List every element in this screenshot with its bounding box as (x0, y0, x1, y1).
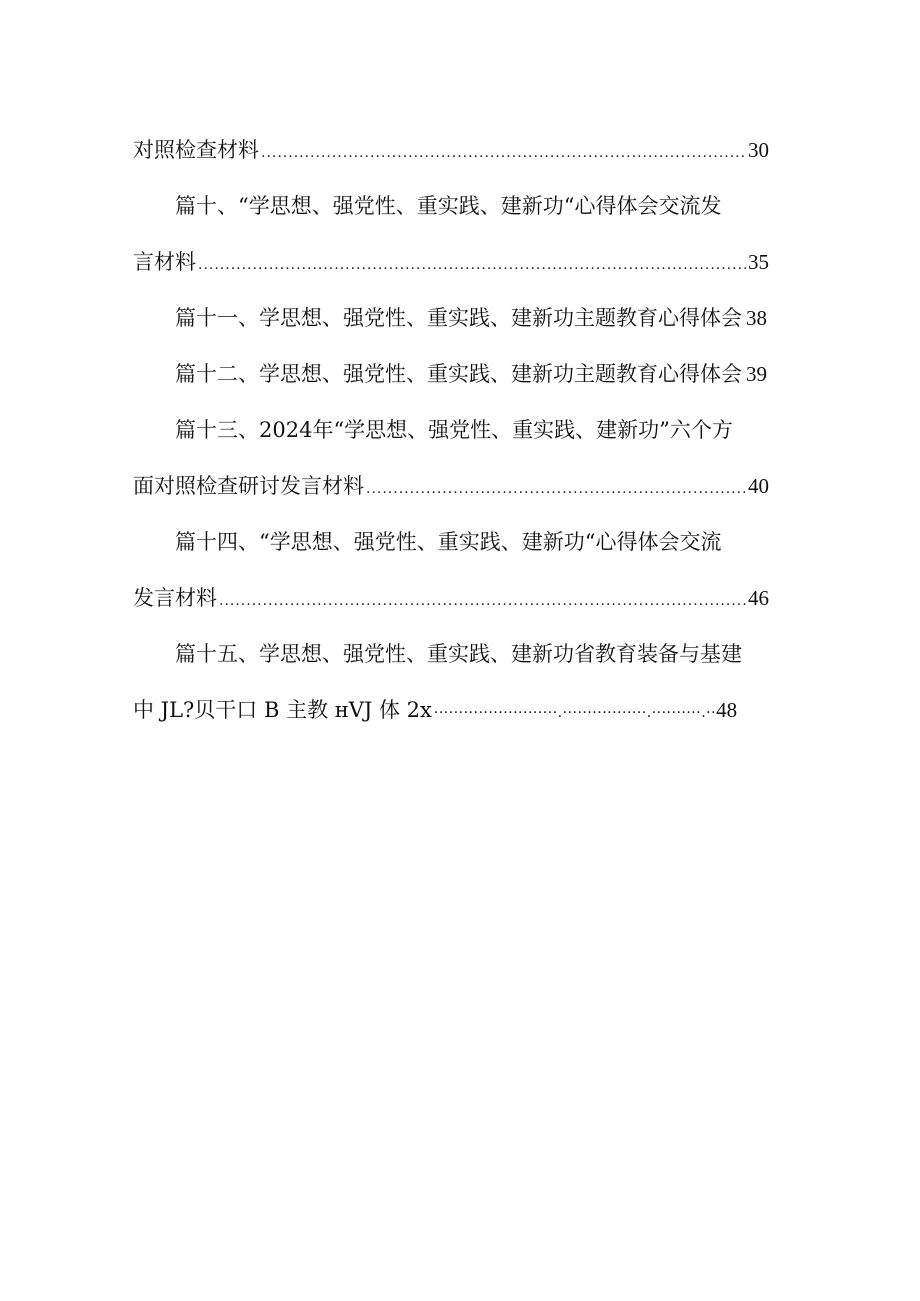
toc-entry-title: 篇十一、学思想、强党性、重实践、建新功主题教育心得体会 (175, 306, 742, 330)
toc-dot-leader (198, 249, 746, 281)
toc-entry-title: 篇十二、学思想、强党性、重实践、建新功主题教育心得体会 (175, 362, 742, 386)
toc-entry-12[interactable] (175, 358, 769, 390)
toc-page-number: 38 (746, 306, 767, 330)
toc-entry-14-line1[interactable] (175, 526, 769, 558)
toc-dot-leader (366, 473, 746, 505)
toc-entry-title: 篇十、“学思想、强党性、重实践、建新功“心得体会交流发 (175, 194, 722, 218)
toc-entry-title: 篇十四、“学思想、强党性、重实践、建新功“心得体会交流 (175, 530, 722, 554)
toc-page-number: 40 (748, 474, 769, 498)
toc-entry-13-line2[interactable] (133, 470, 769, 502)
toc-page-number: 30 (748, 138, 769, 162)
toc-entry-11[interactable] (175, 302, 769, 334)
toc-page-number: 48 (716, 698, 738, 722)
toc-dot-leader (219, 585, 746, 617)
toc-entry-9-continuation[interactable] (133, 134, 769, 166)
toc-entry-title: 面对照检查研讨发言材料 (133, 474, 364, 498)
toc-entry-10-line2[interactable] (133, 246, 769, 278)
toc-dot-leader (261, 137, 746, 169)
toc-entry-14-line2[interactable] (133, 582, 769, 614)
toc-entry-15-line1[interactable] (175, 638, 769, 670)
toc-entry-title: 对照检查材料 (133, 138, 259, 162)
toc-entry-15-line2[interactable] (133, 694, 737, 726)
toc-entry-title: 篇十三、2024年“学思想、强党性、重实践、建新功”六个方 (175, 418, 733, 442)
toc-page-number: 39 (746, 362, 767, 386)
toc-entry-title: 发言材料 (133, 586, 217, 610)
toc-page-number: 46 (748, 586, 769, 610)
toc-entry-13-line1[interactable] (175, 414, 769, 446)
toc-entry-title: 中 JL?贝干口 B 主教 нVJ 体 2x (133, 698, 432, 722)
toc-entry-title: 言材料 (133, 250, 196, 274)
toc-page-number: 35 (748, 250, 769, 274)
toc-dot-leader: ·························.·················.··········.·· (433, 705, 717, 721)
toc-entry-10-line1[interactable] (175, 190, 769, 222)
toc-entry-title: 篇十五、学思想、强党性、重实践、建新功省教育装备与基建 (175, 642, 742, 666)
